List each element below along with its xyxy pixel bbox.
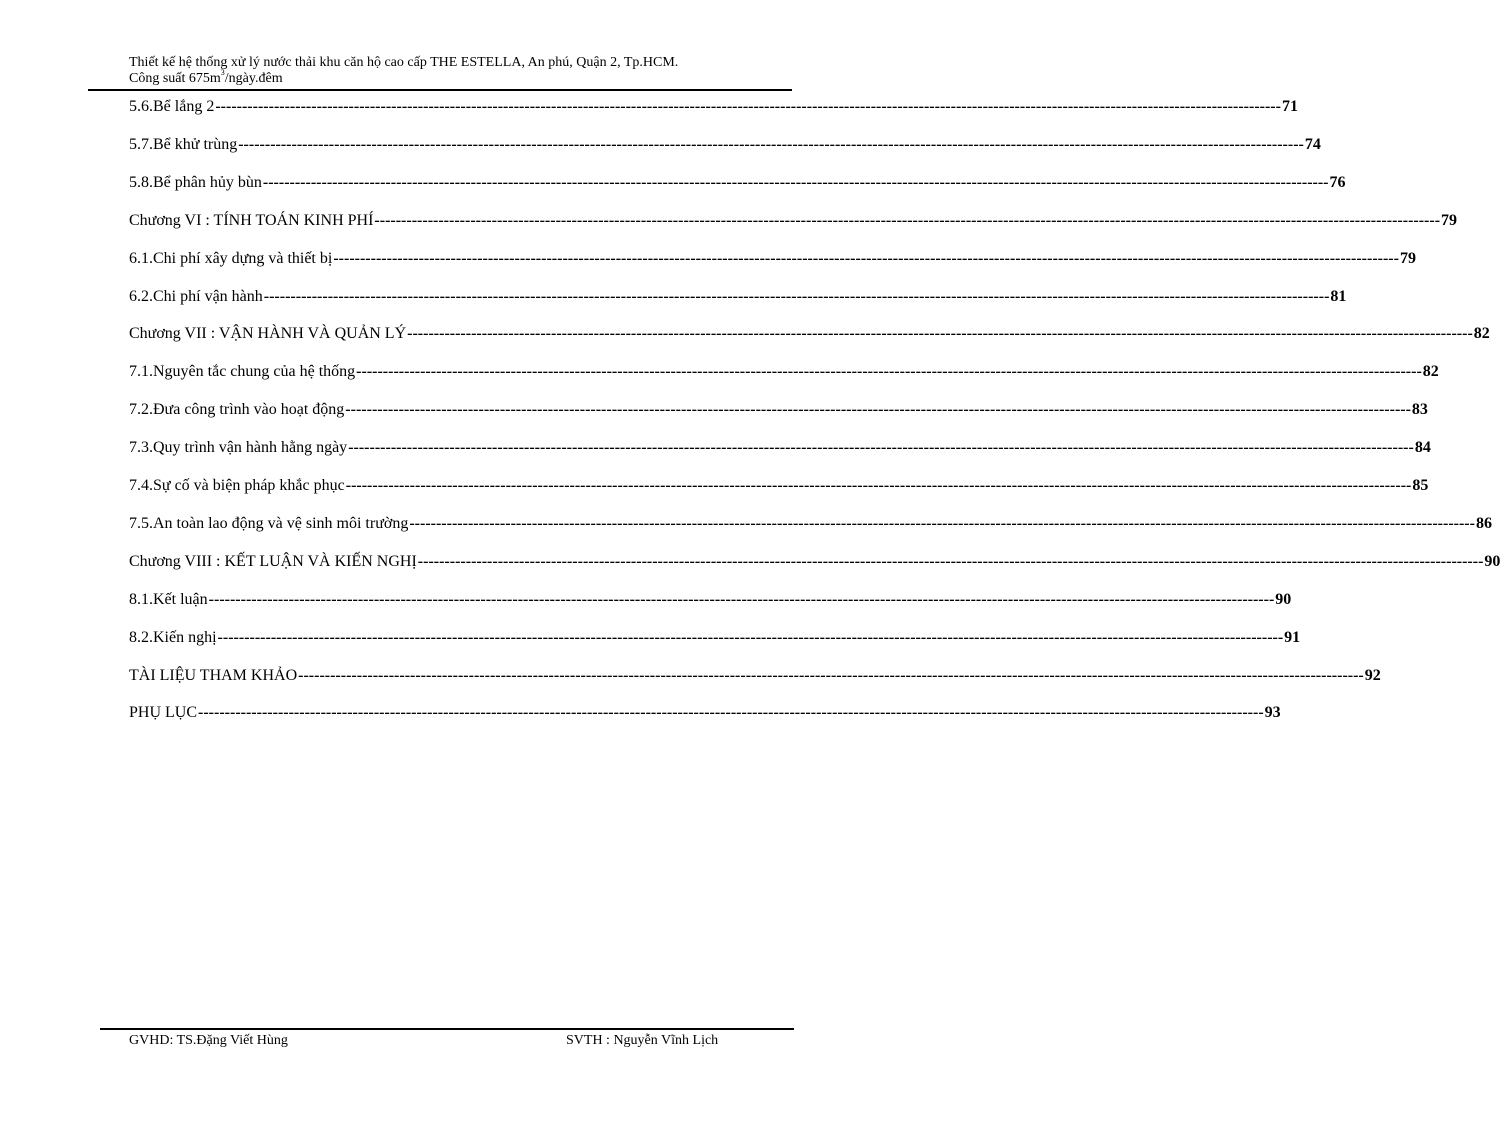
toc-entry-page-number: 85 xyxy=(1412,477,1429,494)
toc-entry-title: 7.1.Nguyên tắc chung của hệ thống xyxy=(129,363,356,381)
toc-entry[interactable] xyxy=(129,398,1428,420)
page-header xyxy=(129,55,769,87)
toc-entry[interactable] xyxy=(129,664,1381,686)
toc-entry-title: 8.1.Kết luận xyxy=(129,590,208,608)
toc-entry-page-number: 84 xyxy=(1414,439,1431,457)
toc-entry[interactable] xyxy=(129,95,1298,117)
header-divider xyxy=(88,89,792,91)
footer-divider xyxy=(100,1028,794,1030)
toc-leader-dashes: -------------------------------------------------------------------------------------------------------------------------------------------------------------------------------------------------------- xyxy=(348,439,1414,457)
toc-entry-page-number: 90 xyxy=(1275,590,1292,608)
toc-leader-dashes: -------------------------------------------------------------------------------------------------------------------------------------------------------------------------------------------------------- xyxy=(374,211,1441,229)
toc-entry-page-number: 86 xyxy=(1475,514,1492,532)
toc-entry-title: 7.5.An toàn lao động và vệ sinh môi trường xyxy=(129,514,409,532)
toc-entry-title: 5.7.Bể khử trùng xyxy=(129,135,238,153)
header-capacity xyxy=(129,68,769,87)
toc-entry-title: 5.6.Bể lắng 2 xyxy=(129,98,215,115)
toc-entry-title: 6.2.Chi phí vận hành xyxy=(129,287,263,305)
toc-leader-dashes: -------------------------------------------------------------------------------------------------------------------------------------------------------------------------------------------------------- xyxy=(345,477,1412,494)
toc-entry-page-number: 92 xyxy=(1364,666,1381,684)
toc-entry-page-number: 71 xyxy=(1281,98,1298,115)
footer-supervisor: GVHD: TS.Đặng Viết Hùng xyxy=(129,1033,288,1048)
toc-leader-dashes: -------------------------------------------------------------------------------------------------------------------------------------------------------------------------------------------------------- xyxy=(262,173,1329,191)
toc-entry[interactable] xyxy=(129,436,1431,458)
toc-leader-dashes: -------------------------------------------------------------------------------------------------------------------------------------------------------------------------------------------------------- xyxy=(417,552,1484,570)
toc-entry-page-number: 91 xyxy=(1284,628,1301,646)
toc-leader-dashes: -------------------------------------------------------------------------------------------------------------------------------------------------------------------------------------------------------- xyxy=(263,287,1330,305)
toc-entry[interactable] xyxy=(129,209,1458,231)
toc-entry-title: 7.2.Đưa công trình vào hoạt động xyxy=(129,401,345,419)
toc-leader-dashes: -------------------------------------------------------------------------------------------------------------------------------------------------------------------------------------------------------- xyxy=(208,590,1275,608)
toc-entry-page-number: 79 xyxy=(1399,249,1416,267)
header-title: Thiết kế hệ thống xử lý nước thải khu căn hộ cao cấp THE ESTELLA, An phú, Quận 2, Tp.HCM. xyxy=(129,55,679,70)
toc-entry-page-number: 76 xyxy=(1329,173,1346,191)
toc-entry[interactable] xyxy=(129,701,1281,723)
toc-entry-title: Chương VIII : KẾT LUẬN VÀ KIẾN NGHỊ xyxy=(129,552,417,570)
toc-entry-title: Chương VI : TÍNH TOÁN KINH PHÍ xyxy=(129,211,374,229)
toc-entry-page-number: 81 xyxy=(1330,287,1347,305)
toc-entry[interactable] xyxy=(129,171,1346,193)
toc-leader-dashes: -------------------------------------------------------------------------------------------------------------------------------------------------------------------------------------------------------- xyxy=(345,401,1411,419)
footer-student: SVTH : Nguyễn Vĩnh Lịch xyxy=(566,1033,719,1048)
toc-leader-dashes: -------------------------------------------------------------------------------------------------------------------------------------------------------------------------------------------------------- xyxy=(198,704,1264,722)
toc-entry-title: 8.2.Kiến nghị xyxy=(129,628,217,646)
toc-leader-dashes: -------------------------------------------------------------------------------------------------------------------------------------------------------------------------------------------------------- xyxy=(215,98,1281,115)
header-capacity-suffix: /ngày.đêm xyxy=(224,71,283,86)
toc-leader-dashes: -------------------------------------------------------------------------------------------------------------------------------------------------------------------------------------------------------- xyxy=(298,666,1364,684)
toc-entry[interactable] xyxy=(129,322,1490,344)
header-capacity-superscript: 3 xyxy=(220,68,225,78)
toc-entry[interactable] xyxy=(129,474,1429,496)
toc-entry-page-number: 90 xyxy=(1484,552,1500,570)
toc-entry-page-number: 83 xyxy=(1411,401,1428,419)
toc-entry-title: Chương VII : VẬN HÀNH VÀ QUẢN LÝ xyxy=(129,325,407,343)
toc-entry-title: 6.1.Chi phí xây dựng và thiết bị xyxy=(129,249,333,267)
toc-entry[interactable] xyxy=(129,512,1492,534)
toc-entry-page-number: 74 xyxy=(1304,135,1321,153)
toc-entry-title: 7.3.Quy trình vận hành hằng ngày xyxy=(129,439,348,457)
toc-entry-title: 7.4.Sự cố và biện pháp khắc phục xyxy=(129,477,345,494)
toc-entry-title: PHỤ LỤC xyxy=(129,704,198,722)
toc-entry[interactable] xyxy=(129,588,1292,610)
toc-leader-dashes: -------------------------------------------------------------------------------------------------------------------------------------------------------------------------------------------------------- xyxy=(407,325,1473,343)
toc-entry-page-number: 93 xyxy=(1264,704,1281,722)
toc-leader-dashes: -------------------------------------------------------------------------------------------------------------------------------------------------------------------------------------------------------- xyxy=(356,363,1422,381)
toc-entry[interactable] xyxy=(129,626,1301,648)
toc-entry-page-number: 82 xyxy=(1422,363,1439,381)
toc-entry[interactable] xyxy=(129,133,1321,155)
header-capacity-prefix: Công suất 675m xyxy=(129,71,221,86)
toc-entry-page-number: 79 xyxy=(1441,211,1458,229)
toc-entry[interactable] xyxy=(129,247,1416,269)
toc-leader-dashes: -------------------------------------------------------------------------------------------------------------------------------------------------------------------------------------------------------- xyxy=(333,249,1399,267)
toc-entry[interactable] xyxy=(129,550,1500,572)
toc-entry-title: 5.8.Bể phân hủy bùn xyxy=(129,173,262,191)
toc-entry-title: TÀI LIỆU THAM KHẢO xyxy=(129,666,298,684)
toc-leader-dashes: -------------------------------------------------------------------------------------------------------------------------------------------------------------------------------------------------------- xyxy=(409,514,1475,532)
toc-leader-dashes: -------------------------------------------------------------------------------------------------------------------------------------------------------------------------------------------------------- xyxy=(238,135,1304,153)
toc-entry[interactable] xyxy=(129,360,1439,382)
toc-leader-dashes: -------------------------------------------------------------------------------------------------------------------------------------------------------------------------------------------------------- xyxy=(217,628,1284,646)
toc-entry[interactable] xyxy=(129,285,1347,307)
toc-entry-page-number: 82 xyxy=(1473,325,1490,343)
